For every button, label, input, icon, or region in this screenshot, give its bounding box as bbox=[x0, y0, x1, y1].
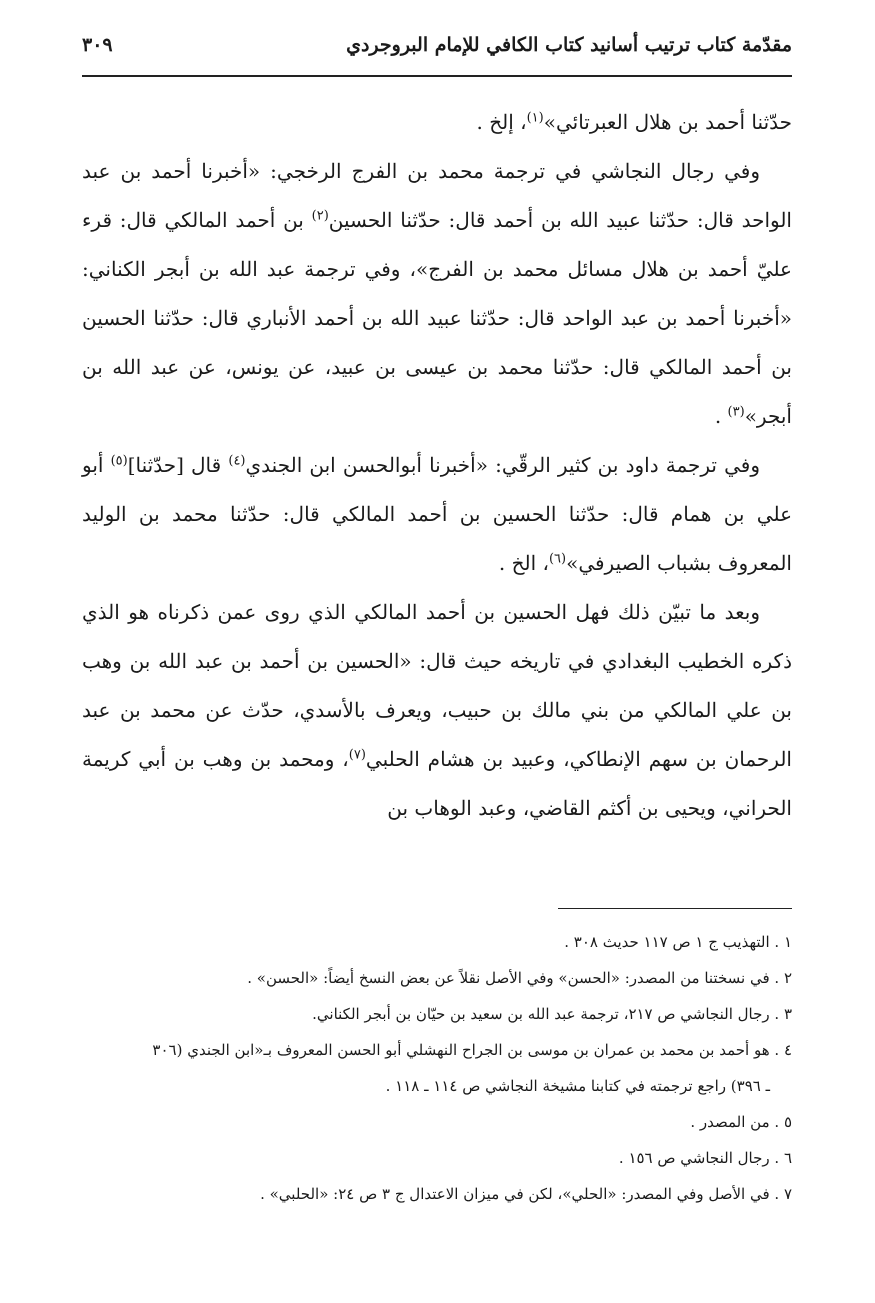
paragraph-2-text-c: . bbox=[714, 404, 728, 428]
paragraph-4 bbox=[82, 588, 792, 833]
footnote-2: ٢ . في نسختنا من المصدر: «الحسن» وفي الأصل نقلاً عن بعض النسخ أيضاً: «الحسن» . bbox=[247, 969, 792, 987]
footnote-separator bbox=[558, 908, 792, 909]
footnote-3: ٣ . رجال النجاشي ص ٢١٧، ترجمة عبد الله بن سعيد بن حيّان بن أبجر الكناني. bbox=[312, 1005, 792, 1023]
footnote-ref-3: (٣) bbox=[727, 404, 745, 420]
footnote-ref-4: (٤) bbox=[228, 453, 246, 469]
paragraph-3 bbox=[82, 441, 792, 588]
paragraph-3-text-b: قال [حدّثنا] bbox=[127, 453, 229, 477]
footnote-5: ٥ . من المصدر . bbox=[690, 1113, 792, 1131]
paragraph-3-text-c: أبو علي بن همام قال: حدّثنا الحسين بن أحمد المالكي قال: حدّثنا محمد بن الوليد المعروف بشباب الصيرفي» bbox=[82, 453, 792, 575]
paragraph-3-text-d: ، الخ . bbox=[498, 551, 549, 575]
footnote-ref-5: (٥) bbox=[110, 453, 128, 469]
footnote-ref-1: (١) bbox=[526, 110, 544, 126]
page-number: ٣٠٩ bbox=[82, 34, 113, 56]
footnote-ref-6: (٦) bbox=[548, 551, 567, 567]
running-header bbox=[82, 30, 792, 70]
header-rule bbox=[82, 75, 792, 77]
footnote-ref-2: (٢) bbox=[311, 208, 329, 224]
footnote-7: ٧ . في الأصل وفي المصدر: «الحلي»، لكن في ميزان الاعتدال ج ٣ ص ٢٤: «الحلبي» . bbox=[260, 1185, 792, 1203]
footnote-ref-7: (٧) bbox=[348, 747, 366, 763]
paragraph-3-text-a: وفي ترجمة داود بن كثير الرقّي: «أخبرنا أبوالحسن ابن الجندي bbox=[245, 453, 761, 477]
footnotes bbox=[82, 924, 792, 1212]
footnote-4: ٤ . هو أحمد بن محمد بن عمران بن موسى بن الجراح النهشلي أبو الحسن المعروف بـ«ابن الجندي (٣٠٦ bbox=[152, 1041, 792, 1059]
paragraph-1 bbox=[82, 98, 792, 147]
paragraph-1-text-a: حدّثنا أحمد بن هلال العبرتائي» bbox=[543, 110, 792, 134]
footnote-4-continuation: ـ ٣٩٦) راجع ترجمته في كتابنا مشيخة النجاشي ص ١١٤ ـ ١١٨ . bbox=[385, 1077, 770, 1095]
paragraph-1-text-b: ، إلخ . bbox=[476, 110, 527, 134]
footnote-1: ١ . التهذيب ج ١ ص ١١٧ حديث ٣٠٨ . bbox=[564, 933, 792, 951]
running-header-title: مقدّمة كتاب ترتيب أسانيد كتاب الكافي للإمام البروجردي bbox=[346, 34, 792, 56]
paragraph-2 bbox=[82, 147, 792, 441]
paragraph-4-text-a: وبعد ما تبيّن ذلك فهل الحسين بن أحمد المالكي الذي روى عمن ذكرناه هو الذي ذكره الخطيب البغدادي في تاريخه حيث قال: «الحسين بن أحمد بن عبد الله بن وهب بن علي المالكي من بني مالك بن حبيب، ويعرف بالأسدي، حدّث عن محمد بن عبد الرحمان بن سهم الإنطاكي، وعبيد بن هشام الحلبي bbox=[82, 600, 792, 771]
paragraph-2-text-b: بن أحمد المالكي قال: قرء عليّ أحمد بن هلال مسائل محمد بن الفرج»، وفي ترجمة عبد الله بن أبجر الكناني: «أخبرنا أحمد بن عبد الواحد قال: حدّثنا عبيد الله بن أحمد الأنباري قال: حدّثنا الحسين بن أحمد المالكي قال: حدّثنا محمد بن عيسى بن عبيد، عن يونس، عن عبد الله بن أبجر» bbox=[82, 208, 792, 428]
main-text bbox=[82, 98, 792, 833]
footnote-6: ٦ . رجال النجاشي ص ١٥٦ . bbox=[618, 1149, 792, 1167]
paragraph-4-text-b: ، ومحمد بن وهب بن أبي كريمة الحراني، ويحيى بن أكثم القاضي، وعبد الوهاب بن bbox=[82, 747, 792, 820]
paragraph-2-text-a: وفي رجال النجاشي في ترجمة محمد بن الفرج الرخجي: «أخبرنا أحمد بن عبد الواحد قال: حدّثنا عبيد الله بن أحمد قال: حدّثنا الحسين bbox=[82, 159, 792, 232]
